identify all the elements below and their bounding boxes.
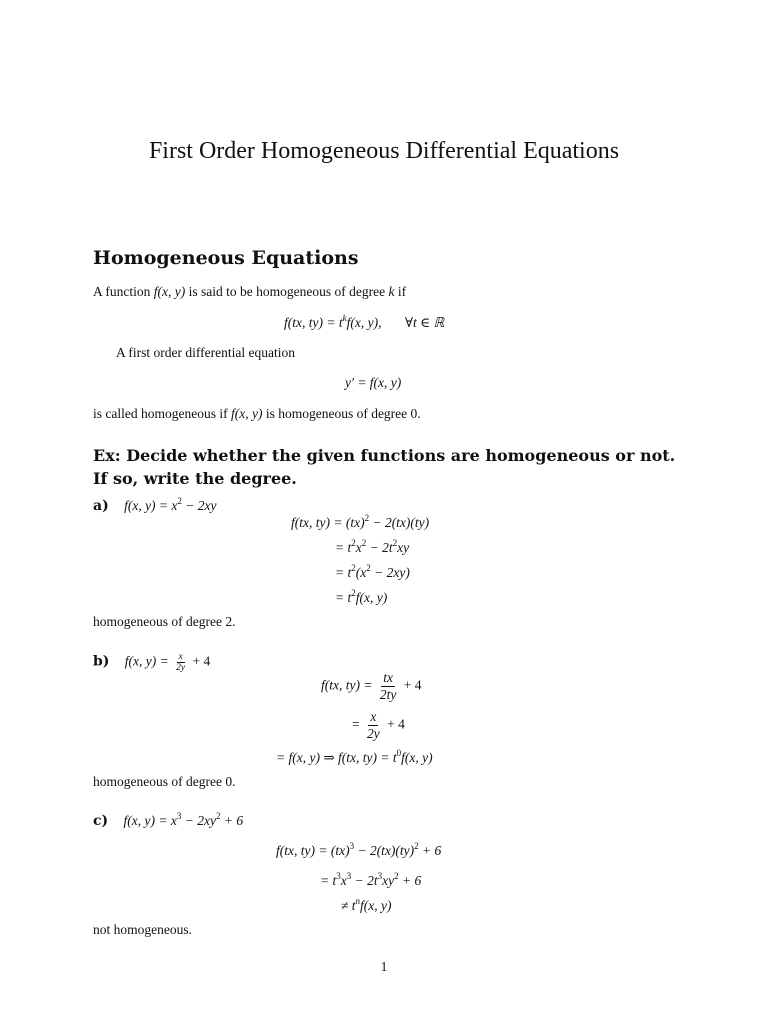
eq-sup: 3 xyxy=(346,871,352,881)
part-c-statement xyxy=(93,813,243,829)
part-a-conclusion: homogeneous of degree 2. xyxy=(93,614,236,629)
de-eq-text: y′ = f(x, y) xyxy=(345,375,402,390)
eq-run: + 6 xyxy=(418,843,442,858)
fraction-numerator: x xyxy=(178,652,183,662)
eq-run: = xyxy=(352,716,360,732)
part-c-label: c) xyxy=(93,813,109,829)
eq-sup: 3 xyxy=(336,871,341,881)
eq-run: = t xyxy=(335,590,352,605)
part-c-line-3 xyxy=(341,898,392,914)
part-a-line-2 xyxy=(335,540,409,556)
exercise-heading-line: Ex: Decide whether the given functions are homogeneous or not. xyxy=(93,446,676,465)
eq-run: (x xyxy=(355,565,367,580)
math-fxy: f(x, y) xyxy=(153,284,186,299)
homogeneity-equation xyxy=(284,315,444,331)
eq-run: − 2t xyxy=(351,873,378,888)
eq-run: − 2(tx)(ty) xyxy=(354,843,415,858)
de-equation xyxy=(345,375,401,391)
definition-text xyxy=(93,284,406,300)
fraction-denominator: 2y xyxy=(367,726,380,741)
func-sup: 2 xyxy=(215,811,221,821)
eq-run: f(x, y) xyxy=(355,590,388,605)
eq-run: f(tx, ty) = xyxy=(321,677,373,693)
part-b-label: b) xyxy=(93,653,110,670)
part-c-conclusion: not homogeneous. xyxy=(93,922,192,937)
eq-sup: k xyxy=(342,313,347,323)
part-a-label: a) xyxy=(93,498,109,514)
eq-run: x xyxy=(355,540,362,555)
fraction-denominator: 2y xyxy=(176,663,186,673)
func-run: − 2xy xyxy=(181,813,216,828)
part-c-line-2 xyxy=(320,873,421,889)
forall-clause: ∀t ∈ ℝ xyxy=(404,315,445,330)
fraction xyxy=(174,652,187,673)
text-run: is said to be homogeneous of degree xyxy=(185,284,389,299)
math-k: k xyxy=(388,284,395,299)
text-run: is homogeneous of degree 0. xyxy=(262,406,421,421)
math-fxy: f(x, y) xyxy=(230,406,263,421)
eq-run: − 2t xyxy=(366,540,393,555)
eq-right: f(x, y), xyxy=(346,315,382,330)
eq-sup: 2 xyxy=(392,538,398,548)
eq-run: = t xyxy=(320,873,337,888)
exercise-heading-line: If so, write the degree. xyxy=(93,469,297,488)
eq-run: = t xyxy=(335,565,352,580)
eq-sup: 3 xyxy=(377,871,383,881)
exercise-heading xyxy=(93,444,675,490)
func-run: f(x, y) = x xyxy=(123,813,177,828)
text-run: is called homogeneous if xyxy=(93,406,231,421)
eq-run: + 4 xyxy=(403,677,422,693)
section-heading: Homogeneous Equations xyxy=(93,247,359,269)
eq-run: xy xyxy=(382,873,395,888)
eq-sup: 2 xyxy=(366,563,371,573)
eq-run: = f(x, y) ⇒ f(tx, ty) = t xyxy=(276,750,397,765)
eq-sup: 2 xyxy=(351,563,356,573)
eq-sup: 2 xyxy=(351,588,356,598)
fraction-numerator: x xyxy=(370,709,377,724)
part-a-line-4 xyxy=(335,590,387,606)
part-b-conclusion: homogeneous of degree 0. xyxy=(93,774,236,789)
eq-sup: 2 xyxy=(364,513,370,523)
text-run: A function xyxy=(93,284,154,299)
eq-sup: n xyxy=(355,896,361,906)
func-run: + 4 xyxy=(192,653,211,669)
part-a-line-1 xyxy=(291,515,429,531)
eq-left: f(tx, ty) = t xyxy=(284,315,343,330)
eq-run: x xyxy=(340,873,347,888)
func-run: f(x, y) = x xyxy=(124,498,178,513)
de-intro-text: A first order differential equation xyxy=(116,345,295,360)
eq-run: − 2xy) xyxy=(370,565,410,580)
part-b-line-1 xyxy=(321,670,421,703)
part-a-statement xyxy=(93,498,217,514)
part-b-line-2 xyxy=(352,709,405,742)
part-c-line-1 xyxy=(276,843,441,859)
eq-run: f(tx, ty) = (tx) xyxy=(276,843,350,858)
part-b-statement xyxy=(93,652,210,673)
eq-sup: 2 xyxy=(351,538,356,548)
called-homogeneous-text xyxy=(93,406,421,422)
func-sup: 3 xyxy=(176,811,182,821)
eq-sup: 3 xyxy=(349,841,355,851)
func-run: + 6 xyxy=(220,813,244,828)
eq-run: f(x, y) xyxy=(360,898,392,913)
part-b-line-3 xyxy=(276,750,433,766)
fraction xyxy=(365,709,382,742)
eq-run: + 6 xyxy=(398,873,422,888)
eq-run: f(x, y) xyxy=(401,750,433,765)
eq-run: + 4 xyxy=(387,716,405,732)
fraction-denominator: 2ty xyxy=(379,687,397,702)
func-run: f(x, y) = xyxy=(124,653,169,669)
fraction-numerator: tx xyxy=(383,670,393,685)
eq-sup: 2 xyxy=(414,841,419,851)
part-a-line-3 xyxy=(335,565,410,581)
fraction xyxy=(378,670,399,703)
page-title: First Order Homogeneous Differential Equations xyxy=(148,138,620,164)
func-sup: 2 xyxy=(177,496,182,506)
eq-run: xy xyxy=(397,540,410,555)
eq-run: = t xyxy=(335,540,352,555)
eq-run: ≠ t xyxy=(341,898,356,913)
eq-sup: 0 xyxy=(396,748,402,758)
text-run: if xyxy=(394,284,407,299)
page-number: 1 xyxy=(380,959,388,974)
eq-run: − 2(tx)(ty) xyxy=(369,515,430,530)
func-run: − 2xy xyxy=(181,498,217,513)
eq-sup: 2 xyxy=(361,538,367,548)
eq-run: f(tx, ty) = (tx) xyxy=(291,515,365,530)
eq-sup: 2 xyxy=(394,871,399,881)
